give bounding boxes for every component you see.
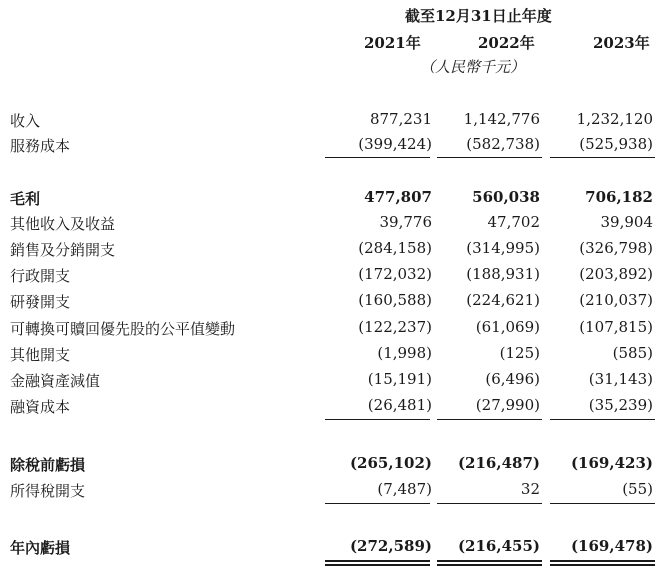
row-label: 收入 bbox=[10, 112, 41, 130]
total-double-rule bbox=[437, 560, 542, 566]
row-label: 行政開支 bbox=[10, 267, 71, 285]
row-value-2022: 1,142,776 bbox=[463, 110, 540, 128]
row-value-2023: (169,423) bbox=[570, 454, 653, 472]
row-label: 年內虧損 bbox=[10, 539, 71, 557]
row-value-2022: (216,455) bbox=[457, 537, 540, 555]
row-value-2022: 32 bbox=[520, 480, 540, 498]
row-value-2022: 47,702 bbox=[487, 213, 540, 231]
row-value-2022: (314,995) bbox=[466, 239, 540, 257]
subtotal-rule bbox=[325, 419, 430, 420]
row-value-2022: (27,990) bbox=[475, 396, 540, 414]
subtotal-rule bbox=[550, 157, 655, 158]
row-value-2022: 560,038 bbox=[472, 188, 540, 206]
row-value-2021: 39,776 bbox=[379, 213, 432, 231]
row-value-2023: (31,143) bbox=[588, 370, 653, 388]
row-value-2021: (15,191) bbox=[367, 370, 432, 388]
row-value-2021: (7,487) bbox=[377, 480, 432, 498]
row-value-2021: (265,102) bbox=[349, 454, 432, 472]
total-double-rule bbox=[550, 560, 655, 566]
row-value-2023: 706,182 bbox=[585, 188, 653, 206]
row-label: 其他開支 bbox=[10, 346, 71, 364]
row-label: 毛利 bbox=[10, 190, 41, 208]
row-value-2023: 1,232,120 bbox=[576, 110, 653, 128]
period-header: 截至12月31日止年度 bbox=[405, 7, 552, 25]
row-value-2021: (160,588) bbox=[358, 291, 432, 309]
subtotal-rule bbox=[550, 419, 655, 420]
row-value-2021: (172,032) bbox=[358, 265, 432, 283]
subtotal-rule bbox=[437, 503, 542, 504]
year-2021-header: 2021年 bbox=[364, 34, 421, 52]
total-double-rule bbox=[325, 560, 430, 566]
row-label: 除稅前虧損 bbox=[10, 456, 86, 474]
row-value-2022: (582,738) bbox=[466, 135, 540, 153]
row-value-2023: (55) bbox=[622, 480, 653, 498]
row-value-2023: 39,904 bbox=[600, 213, 653, 231]
row-value-2022: (6,496) bbox=[485, 370, 540, 388]
row-value-2021: 477,807 bbox=[364, 188, 432, 206]
row-label: 服務成本 bbox=[10, 137, 71, 155]
row-label: 其他收入及收益 bbox=[10, 215, 116, 233]
year-2023-header: 2023年 bbox=[593, 34, 650, 52]
year-2022-header: 2022年 bbox=[478, 34, 535, 52]
subtotal-rule bbox=[437, 157, 542, 158]
row-label: 研發開支 bbox=[10, 293, 71, 311]
row-label: 融資成本 bbox=[10, 398, 71, 416]
row-value-2021: (26,481) bbox=[367, 396, 432, 414]
row-value-2021: (1,998) bbox=[377, 344, 432, 362]
row-value-2022: (216,487) bbox=[457, 454, 540, 472]
row-label: 銷售及分銷開支 bbox=[10, 241, 116, 259]
row-value-2023: (107,815) bbox=[579, 318, 653, 336]
subtotal-rule bbox=[325, 503, 430, 504]
row-value-2022: (61,069) bbox=[475, 318, 540, 336]
row-value-2022: (188,931) bbox=[466, 265, 540, 283]
row-value-2023: (210,037) bbox=[579, 291, 653, 309]
row-label: 可轉換可贖回優先股的公平值變動 bbox=[10, 320, 236, 338]
row-value-2021: (399,424) bbox=[358, 135, 432, 153]
row-value-2023: (525,938) bbox=[579, 135, 653, 153]
row-value-2023: (35,239) bbox=[588, 396, 653, 414]
subtotal-rule bbox=[550, 503, 655, 504]
row-label: 金融資產減值 bbox=[10, 372, 101, 390]
row-value-2021: 877,231 bbox=[369, 110, 432, 128]
row-value-2022: (224,621) bbox=[466, 291, 540, 309]
subtotal-rule bbox=[437, 419, 542, 420]
row-value-2023: (326,798) bbox=[579, 239, 653, 257]
subtotal-rule bbox=[325, 157, 430, 158]
row-value-2021: (122,237) bbox=[358, 318, 432, 336]
row-value-2023: (169,478) bbox=[570, 537, 653, 555]
unit-label: （人民幣千元） bbox=[420, 58, 526, 76]
row-value-2021: (284,158) bbox=[358, 239, 432, 257]
row-value-2023: (585) bbox=[612, 344, 653, 362]
row-value-2022: (125) bbox=[499, 344, 540, 362]
row-value-2021: (272,589) bbox=[349, 537, 432, 555]
row-label: 所得稅開支 bbox=[10, 482, 86, 500]
row-value-2023: (203,892) bbox=[579, 265, 653, 283]
